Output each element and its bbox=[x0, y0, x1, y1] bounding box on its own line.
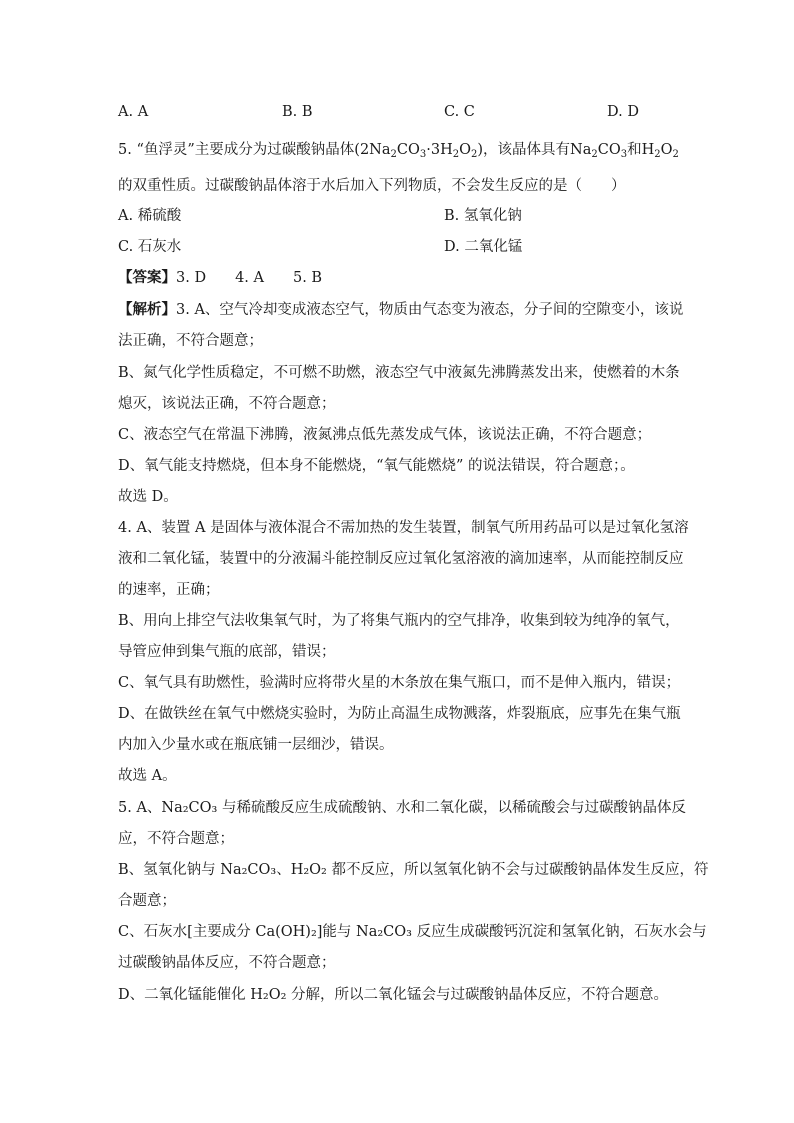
analysis-line-2: B、氮气化学性质稳定，不可燃不助燃，液态空气中液氮先沸腾蒸发出来，使燃着的木条 bbox=[118, 365, 680, 381]
analysis-line-5: D、氧气能支持燃烧，但本身不能燃烧，“氧气能燃烧” 的说法错误，符合题意；。 bbox=[118, 458, 635, 474]
analysis-label: 【解析】 bbox=[118, 301, 176, 318]
q5-option-a: A. 稀硫酸 bbox=[118, 208, 182, 224]
analysis-line-6: 故选 D。 bbox=[118, 489, 178, 505]
analysis-line-10: B、用向上排空气法收集氧气时，为了将集气瓶内的空气排净，收集到较为纯净的氧气， bbox=[118, 613, 680, 629]
q4-option-b: B. B bbox=[282, 104, 313, 120]
analysis-line-15: 故选 A。 bbox=[118, 768, 177, 784]
analysis-line-18: B、氢氧化钠与 Na₂CO₃、H₂O₂ 都不反应，所以氢氧化钠不会与过碳酸钠晶体发生反应，符 bbox=[118, 862, 709, 878]
q4-option-c: C. C bbox=[444, 104, 475, 120]
analysis-line-16: 5. A、Na₂CO₃ 与稀硫酸反应生成硫酸钠、水和二氧化碳，以稀硫酸会与过碳酸钠晶体反 bbox=[118, 800, 686, 816]
answer-line bbox=[118, 268, 322, 288]
q5-option-c: C. 石灰水 bbox=[118, 239, 182, 255]
q5-option-b: B. 氢氧化钠 bbox=[444, 208, 522, 224]
analysis-line-20: C、石灰水[主要成分 Ca(OH)₂]能与 Na₂CO₃ 反应生成碳酸钙沉淀和氢氧化钠，石灰水会与 bbox=[118, 924, 707, 940]
answer-label: 【答案】 bbox=[118, 269, 176, 286]
analysis-line-22: D、二氧化锰能催化 H₂O₂ 分解，所以二氧化锰会与过碳酸钠晶体反应，不符合题意。 bbox=[118, 987, 668, 1003]
analysis-line-8: 液和二氧化锰，装置中的分液漏斗能控制反应过氧化氢溶液的滴加速率，从而能控制反应 bbox=[118, 551, 684, 567]
analysis-line-7: 4. A、装置 A 是固体与液体混合不需加热的发生装置，制氧气所用药品可以是过氧化氢溶 bbox=[118, 520, 689, 536]
q5-stem-line2: 的双重性质。过碳酸钠晶体溶于水后加入下列物质，不会发生反应的是（ ） bbox=[118, 178, 626, 194]
q5-option-d: D. 二氧化锰 bbox=[444, 239, 523, 255]
q5-stem-line1: 5. “鱼浮灵”主要成分为过碳酸钠晶体$(2Na_2CO_3\cdot 3H_2O_2)$，该晶体具有$Na_2CO_3$和$H_2O_2$ bbox=[118, 142, 679, 160]
analysis-line-9: 的速率，正确； bbox=[118, 582, 220, 598]
analysis-line-19: 合题意； bbox=[118, 893, 176, 909]
analysis-line-17: 应，不符合题意； bbox=[118, 831, 234, 847]
analysis-line-4: C、液态空气在常温下沸腾，液氮沸点低先蒸发成气体，该说法正确，不符合题意； bbox=[118, 427, 652, 443]
analysis-line-13: D、在做铁丝在氧气中燃烧实验时，为防止高温生成物溅落，炸裂瓶底，应事先在集气瓶 bbox=[118, 706, 681, 722]
analysis-line-3: 熄灭，该说法正确，不符合题意； bbox=[118, 396, 336, 412]
analysis-line-11: 导管应伸到集气瓶的底部，错误； bbox=[118, 644, 336, 660]
analysis-line-14: 内加入少量水或在瓶底铺一层细沙，错误。 bbox=[118, 737, 394, 753]
q4-option-d: D. D bbox=[607, 104, 639, 120]
answer-text: 3. D 4. A 5. B bbox=[176, 270, 323, 286]
q4-option-a: A. A bbox=[118, 104, 149, 120]
analysis-line-1: 法正确，不符合题意； bbox=[118, 333, 263, 349]
analysis-line-0: 【解析】3. A、空气冷却变成液态空气，物质由气态变为液态，分子间的空隙变小，该说 bbox=[118, 301, 684, 318]
analysis-line-12: C、氧气具有助燃性，验满时应将带火星的木条放在集气瓶口，而不是伸入瓶内，错误； bbox=[118, 675, 681, 691]
analysis-line-21: 过碳酸钠晶体反应，不符合题意； bbox=[118, 955, 336, 971]
